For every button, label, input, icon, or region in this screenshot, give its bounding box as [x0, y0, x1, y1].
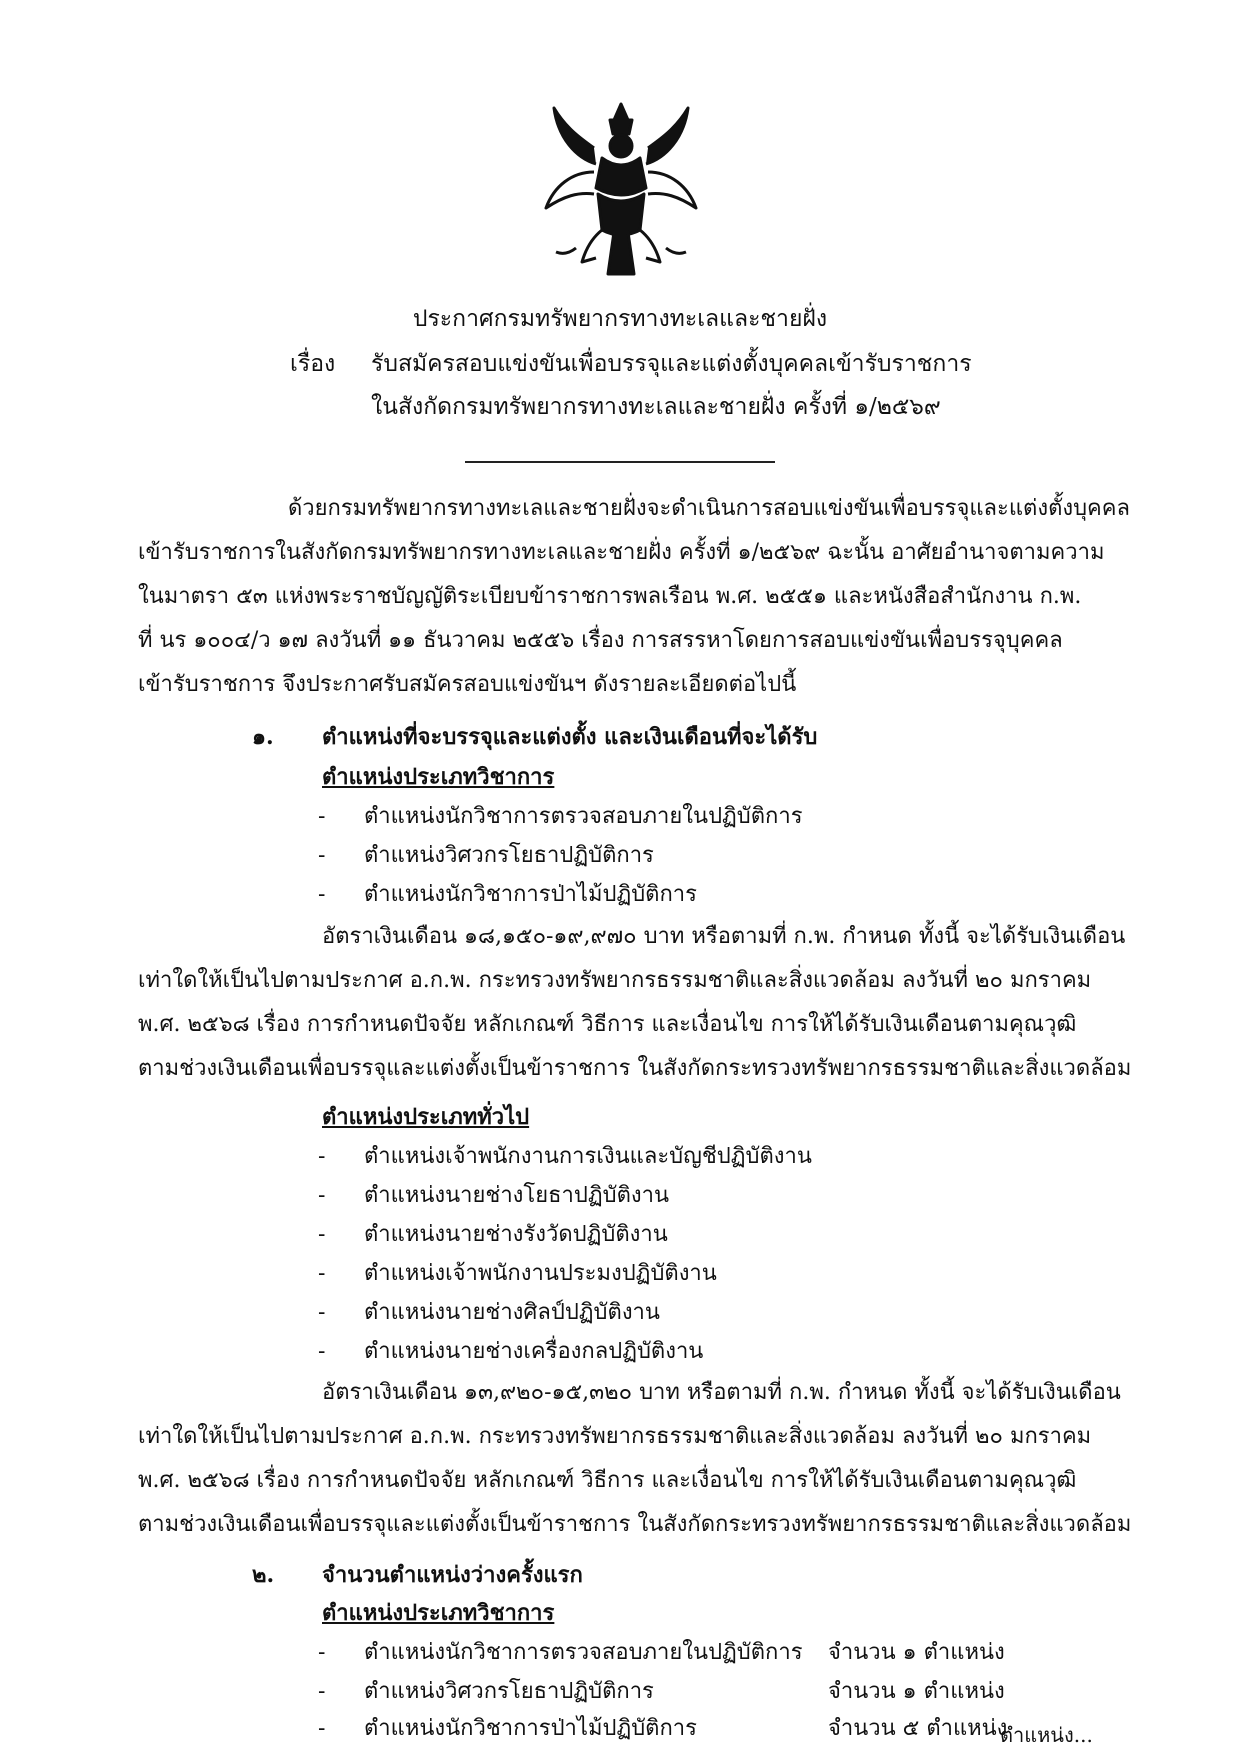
vacancy-position: ตำแหน่งวิศวกรโยธาปฏิบัติการ [364, 1679, 654, 1704]
intro-line: เข้ารับราชการ จึงประกาศรับสมัครสอบแข่งขันฯ ดังรายละเอียดต่อไปนี้ [138, 672, 797, 697]
header-divider [465, 461, 775, 463]
salary-line: พ.ศ. ๒๕๖๘ เรื่อง การกำหนดปัจจัย หลักเกณฑ์ วิธีการ และเงื่อนไข การให้ได้รับเงินเดือนตามคุณวุฒิ [138, 1012, 1077, 1037]
bullet: - [318, 1261, 326, 1286]
bullet: - [318, 1640, 326, 1665]
vacancy-count: จำนวน ๑ ตำแหน่ง [828, 1679, 1005, 1704]
vacancy-position: ตำแหน่งนักวิชาการตรวจสอบภายในปฏิบัติการ [364, 1640, 803, 1665]
vacancy-count: จำนวน ๑ ตำแหน่ง [828, 1640, 1005, 1665]
salary-line: เท่าใดให้เป็นไปตามประกาศ อ.ก.พ. กระทรวงทรัพยากรธรรมชาติและสิ่งแวดล้อม ลงวันที่ ๒๐ มกราคม [138, 1424, 1092, 1449]
bullet: - [318, 804, 326, 829]
intro-line: ที่ นร ๑๐๐๔/ว ๑๗ ลงวันที่ ๑๑ ธันวาคม ๒๕๕๖ เรื่อง การสรรหาโดยการสอบแข่งขันเพื่อบรรจุบุคคล [138, 628, 1063, 653]
list-item: ตำแหน่งเจ้าพนักงานประมงปฏิบัติงาน [364, 1261, 717, 1286]
section-2-title: จำนวนตำแหน่งว่างครั้งแรก [322, 1562, 583, 1588]
bullet: - [318, 1183, 326, 1208]
salary-line: เท่าใดให้เป็นไปตามประกาศ อ.ก.พ. กระทรวงทรัพยากรธรรมชาติและสิ่งแวดล้อม ลงวันที่ ๒๐ มกราคม [138, 968, 1092, 993]
section-1-title: ตำแหน่งที่จะบรรจุและแต่งตั้ง และเงินเดือนที่จะได้รับ [322, 724, 818, 750]
list-item: ตำแหน่งนายช่างรังวัดปฏิบัติงาน [364, 1222, 668, 1247]
bullet: - [318, 1222, 326, 1247]
section-1-number: ๑. [252, 724, 274, 750]
salary-line: ตามช่วงเงินเดือนเพื่อบรรจุและแต่งตั้งเป็นข้าราชการ ในสังกัดกระทรวงทรัพยากรธรรมชาติและสิ่งแวดล้อม [138, 1056, 1132, 1081]
academic-heading: ตำแหน่งประเภทวิชาการ [322, 764, 555, 790]
list-item: ตำแหน่งวิศวกรโยธาปฏิบัติการ [364, 843, 654, 868]
list-item: ตำแหน่งนักวิชาการตรวจสอบภายในปฏิบัติการ [364, 804, 803, 829]
bullet: - [318, 1339, 326, 1364]
announcement-title: ประกาศกรมทรัพยากรทางทะเลและชายฝั่ง [412, 306, 828, 332]
bullet: - [318, 1144, 326, 1169]
bullet: - [318, 882, 326, 907]
bullet: - [318, 1716, 326, 1741]
garuda-emblem [536, 98, 706, 280]
list-item: ตำแหน่งนายช่างศิลป์ปฏิบัติงาน [364, 1300, 660, 1325]
bullet: - [318, 843, 326, 868]
subject-line-2: ในสังกัดกรมทรัพยากรทางทะเลและชายฝั่ง ครั้งที่ ๑/๒๕๖๙ [371, 394, 941, 420]
vacancy-count: จำนวน ๕ ตำแหน่ง [828, 1716, 1008, 1741]
intro-line: ด้วยกรมทรัพยากรทางทะเลและชายฝั่งจะดำเนินการสอบแข่งขันเพื่อบรรจุและแต่งตั้งบุคคล [288, 496, 1130, 521]
bullet: - [318, 1300, 326, 1325]
intro-line: ในมาตรา ๕๓ แห่งพระราชบัญญัติระเบียบข้าราชการพลเรือน พ.ศ. ๒๕๕๑ และหนังสือสำนักงาน ก.พ. [138, 584, 1082, 609]
subject-line-1: รับสมัครสอบแข่งขันเพื่อบรรจุและแต่งตั้งบุคคลเข้ารับราชการ [371, 351, 972, 377]
list-item: ตำแหน่งนักวิชาการป่าไม้ปฏิบัติการ [364, 882, 697, 907]
subject-label: เรื่อง [290, 351, 336, 377]
intro-line: เข้ารับราชการในสังกัดกรมทรัพยากรทางทะเลและชายฝั่ง ครั้งที่ ๑/๒๕๖๙ ฉะนั้น อาศัยอำนาจตามความ [138, 540, 1105, 565]
bullet: - [318, 1679, 326, 1704]
vacancy-position: ตำแหน่งนักวิชาการป่าไม้ปฏิบัติการ [364, 1716, 697, 1741]
salary-line: ตามช่วงเงินเดือนเพื่อบรรจุและแต่งตั้งเป็นข้าราชการ ในสังกัดกระทรวงทรัพยากรธรรมชาติและสิ่งแวดล้อม [138, 1512, 1132, 1537]
list-item: ตำแหน่งนายช่างโยธาปฏิบัติงาน [364, 1183, 670, 1208]
vacancy-academic-heading: ตำแหน่งประเภทวิชาการ [322, 1600, 555, 1626]
salary-line: อัตราเงินเดือน ๑๓,๙๒๐-๑๕,๓๒๐ บาท หรือตามที่ ก.พ. กำหนด ทั้งนี้ จะได้รับเงินเดือน [322, 1380, 1121, 1405]
general-heading: ตำแหน่งประเภททั่วไป [322, 1104, 530, 1130]
salary-line: อัตราเงินเดือน ๑๘,๑๕๐-๑๙,๙๗๐ บาท หรือตามที่ ก.พ. กำหนด ทั้งนี้ จะได้รับเงินเดือน [322, 924, 1126, 949]
list-item: ตำแหน่งนายช่างเครื่องกลปฏิบัติงาน [364, 1339, 704, 1364]
list-item: ตำแหน่งเจ้าพนักงานการเงินและบัญชีปฏิบัติงาน [364, 1144, 812, 1169]
salary-line: พ.ศ. ๒๕๖๘ เรื่อง การกำหนดปัจจัย หลักเกณฑ์ วิธีการ และเงื่อนไข การให้ได้รับเงินเดือนตามคุณวุฒิ [138, 1468, 1077, 1493]
section-2-number: ๒. [252, 1562, 275, 1588]
page-continuation: ตำแหน่ง... [1000, 1723, 1093, 1747]
